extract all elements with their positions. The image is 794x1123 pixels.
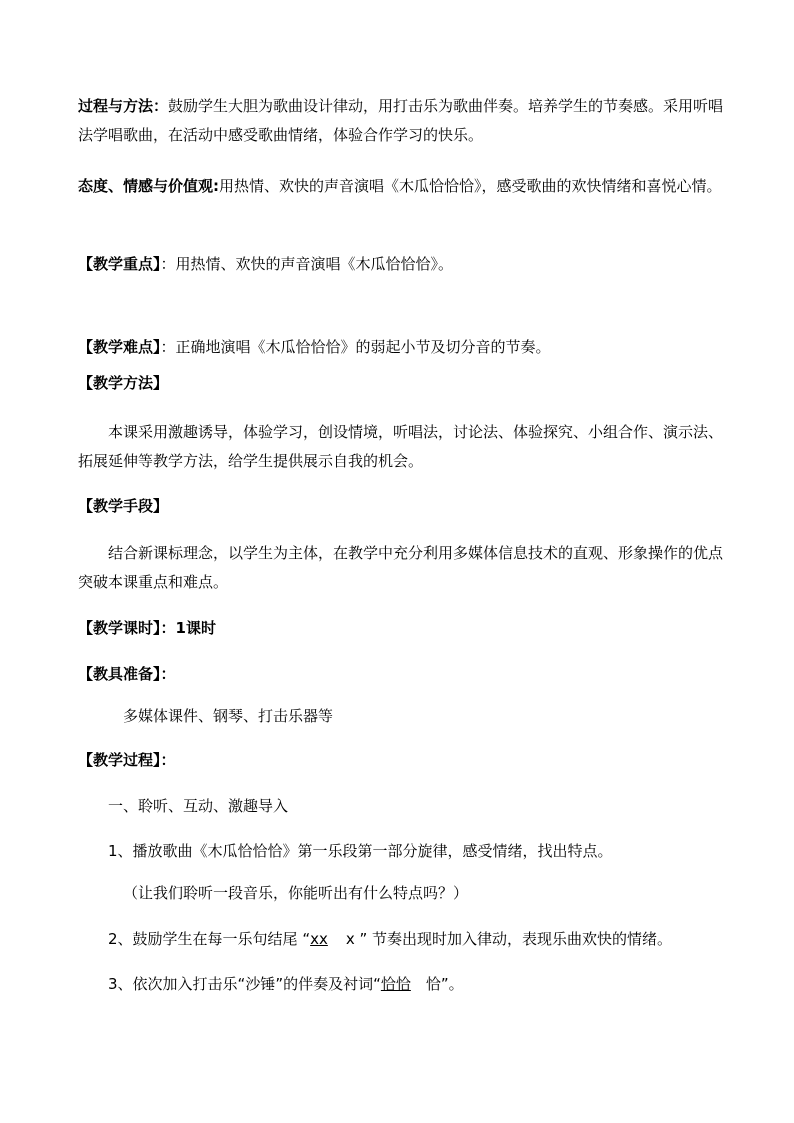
difficulty-text: ：正确地演唱《木瓜恰恰恰》的弱起小节及切分音的节奏。	[160, 338, 551, 356]
item3-pre-text: 3、依次加入打击乐“沙锤”的伴奏及衬词“	[108, 975, 381, 993]
attitude-text: 用热情、欢快的声音演唱《木瓜恰恰恰》，感受歌曲的欢快情绪和喜悦心情。	[219, 177, 722, 195]
hours-paragraph	[78, 614, 724, 643]
process-item-3	[108, 970, 724, 999]
key-point-label: 【教学重点】	[78, 255, 161, 273]
hours-label: 【教学课时】：	[78, 619, 176, 637]
key-point-paragraph	[78, 250, 724, 279]
item3-post-text: ”。	[440, 975, 464, 993]
difficulty-label: 【教学难点】	[78, 338, 161, 356]
item2-rhythm-1: xx	[310, 930, 328, 948]
process-method-paragraph	[78, 92, 724, 150]
item2-rhythm-2: x	[345, 930, 355, 948]
hours-value: 1课时	[175, 619, 216, 637]
method-heading: 【教学方法】	[78, 374, 169, 392]
item3-word-1: 恰恰	[380, 975, 411, 993]
process-item-1: 1、播放歌曲《木瓜恰恰恰》第一乐段第一部分旋律，感受情绪，找出特点。	[108, 842, 613, 860]
item2-pre-text: 2、鼓励学生在每一乐句结尾 “	[108, 930, 311, 948]
tools-text: 多媒体课件、钢琴、打击乐器等	[123, 707, 334, 725]
process-heading: 【教学过程】：	[78, 751, 176, 769]
process-method-label: 过程与方法：	[78, 97, 169, 115]
method-text: 本课采用激趣诱导，体验学习，创设情境，听唱法，讨论法、体验探究、小组合作、演示法、拓展延伸等教学方法，给学生提供展示自我的机会。	[78, 423, 724, 470]
section1-heading: 一、聆听、互动、激趣导入	[108, 797, 289, 815]
attitude-label: 态度、情感与价值观:	[78, 177, 219, 195]
process-method-text: 鼓励学生大胆为歌曲设计律动，用打击乐为歌曲伴奏。培养学生的节奏感。采用听唱法学唱歌曲，在活动中感受歌曲情绪，体验合作学习的快乐。	[78, 97, 724, 144]
means-text: 结合新课标理念，以学生为主体，在教学中充分利用多媒体信息技术的直观、形象操作的优点突破本课重点和难点。	[78, 544, 724, 591]
item2-post-text: ” 节奏出现时加入律动，表现乐曲欢快的情绪。	[354, 930, 673, 948]
tools-heading: 【教具准备】：	[78, 665, 176, 683]
difficulty-paragraph	[78, 333, 724, 362]
item3-word-2: 恰	[425, 975, 441, 993]
attitude-paragraph	[78, 172, 724, 201]
key-point-text: ：用热情、欢快的声音演唱《木瓜恰恰恰》。	[160, 255, 454, 273]
process-item-2	[108, 925, 748, 954]
process-item-1-note: （让我们聆听一段音乐，你能听出有什么特点吗？）	[123, 884, 469, 902]
means-heading: 【教学手段】	[78, 497, 169, 515]
